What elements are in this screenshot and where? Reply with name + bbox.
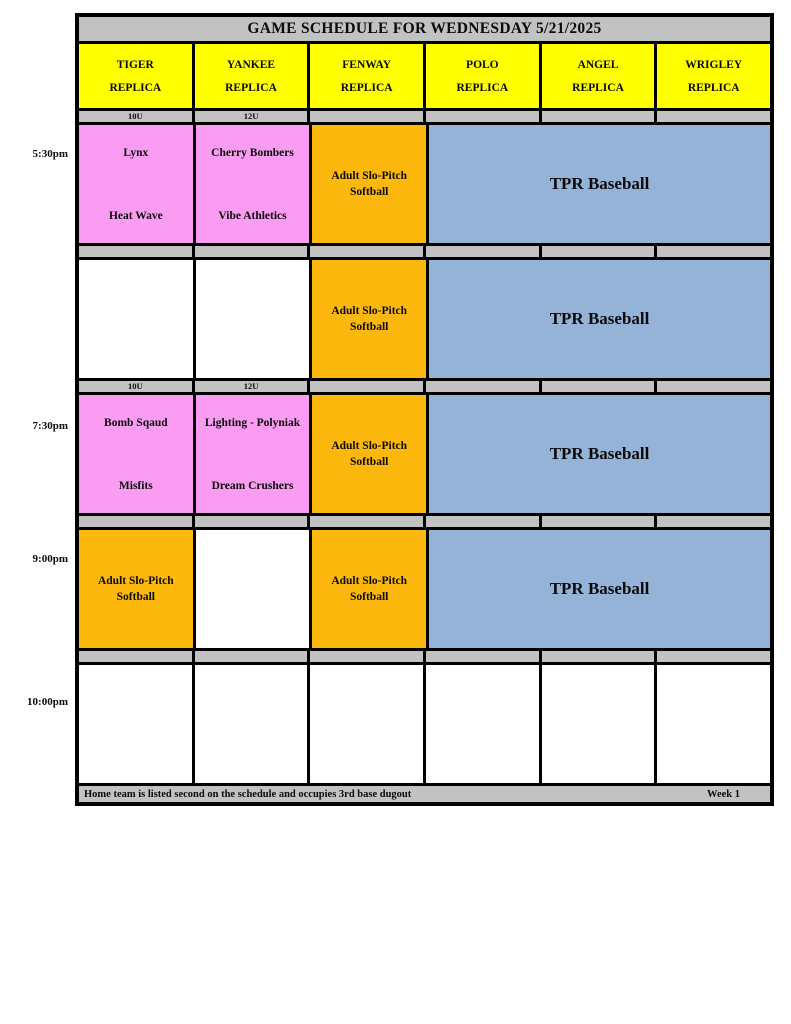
age-group-label [310,651,423,662]
age-group-label [195,516,308,527]
game-cell-polo-angel-wrigley [429,395,770,513]
age-group-strip-1 [79,111,770,122]
age-group-label [542,111,655,122]
home-team: Heat Wave [108,210,163,222]
home-team: Dream Crushers [211,480,294,492]
time-label-530pm: 5:30pm [32,148,68,160]
page-title: GAME SCHEDULE FOR WEDNESDAY 5/21/2025 [79,17,770,41]
age-group-label [79,246,192,257]
age-group-strip-3 [79,381,770,392]
age-group-label [310,381,423,392]
game-row-530pm [79,125,770,243]
game-cell-polo-angel-wrigley [429,125,770,243]
age-group-label [542,651,655,662]
away-team: Lighting - Polyniak [204,417,301,429]
age-group-label [542,246,655,257]
game-cell-tiger [79,395,193,513]
age-group-label [310,246,423,257]
field-name: WRIGLEY [685,58,743,71]
age-group-label [195,651,308,662]
age-group-label [657,381,770,392]
column-header-fenway-replica [310,44,423,108]
game-cell-fenway [312,125,426,243]
field-name: FENWAY [342,58,392,71]
empty-cell-fenway [310,665,423,783]
field-name: YANKEE [226,58,276,71]
age-group-label [426,516,539,527]
empty-cell-yankee [196,260,310,378]
empty-cell-polo [426,665,539,783]
column-header-tiger-replica [79,44,192,108]
event-label: TPR Baseball [549,579,650,598]
age-group-label [657,516,770,527]
schedule-table [75,13,774,806]
time-label-730pm: 7:30pm [32,420,68,432]
empty-cell-tiger [79,260,193,378]
title-row [79,17,770,41]
age-group-label [657,246,770,257]
separator-strip-4 [79,516,770,527]
age-group-label [426,111,539,122]
age-group-label [542,516,655,527]
age-group-label [310,516,423,527]
field-name: TIGER [116,58,154,71]
field-name-line2: REPLICA [687,81,740,94]
game-cell-fenway [312,530,426,648]
game-row-1000pm [79,665,770,783]
age-group-label [310,111,423,122]
age-group-label: 12U [195,381,308,392]
age-group-label: 10U [79,111,192,122]
field-name: POLO [466,58,499,71]
age-group-label [79,516,192,527]
column-header-wrigley-replica [657,44,770,108]
away-team: Bomb Sqaud [104,417,168,429]
home-team: Vibe Athletics [218,210,287,222]
age-group-label [426,246,539,257]
empty-cell-wrigley [657,665,770,783]
empty-cell-yankee [195,665,308,783]
time-label-1000pm: 10:00pm [27,696,68,708]
column-header-polo-replica [426,44,539,108]
game-row-2 [79,260,770,378]
home-team: Misfits [118,480,153,492]
age-group-label [195,246,308,257]
age-group-label: 10U [79,381,192,392]
empty-cell-yankee [196,530,310,648]
week-label: Week 1 [707,788,740,800]
event-label: TPR Baseball [549,444,650,463]
event-label: Adult Slo-Pitch Softball [331,305,408,333]
footer-bar [79,786,770,802]
game-cell-polo-angel-wrigley [429,260,770,378]
age-group-label [426,651,539,662]
event-label: Adult Slo-Pitch Softball [331,170,408,198]
event-label: Adult Slo-Pitch Softball [97,575,174,603]
field-name: ANGEL [577,58,619,71]
event-label: TPR Baseball [549,174,650,193]
age-group-label [426,381,539,392]
field-header-row [79,44,770,108]
game-cell-yankee [196,395,310,513]
time-label-900pm: 9:00pm [32,553,68,565]
game-row-900pm [79,530,770,648]
away-team: Lynx [123,147,149,159]
field-name-line2: REPLICA [109,81,162,94]
age-group-label [79,651,192,662]
event-label: TPR Baseball [549,309,650,328]
game-cell-fenway [312,395,426,513]
separator-strip-5 [79,651,770,662]
field-name-line2: REPLICA [456,81,509,94]
away-team: Cherry Bombers [211,147,294,159]
empty-cell-angel [542,665,655,783]
empty-cell-tiger [79,665,192,783]
game-cell-tiger [79,125,193,243]
game-cell-tiger [79,530,193,648]
event-label: Adult Slo-Pitch Softball [331,575,408,603]
age-group-label [657,651,770,662]
column-header-angel-replica [542,44,655,108]
footer-row [79,786,770,802]
game-row-730pm [79,395,770,513]
home-team-note: Home team is listed second on the schedule and occupies 3rd base dugout [84,788,412,800]
field-name-line2: REPLICA [225,81,277,94]
field-name-line2: REPLICA [340,81,393,94]
age-group-label [657,111,770,122]
separator-strip-2 [79,246,770,257]
age-group-label: 12U [195,111,308,122]
column-header-yankee-replica [195,44,308,108]
age-group-label [542,381,655,392]
game-cell-yankee [196,125,310,243]
event-label: Adult Slo-Pitch Softball [331,440,408,468]
game-cell-fenway [312,260,426,378]
game-cell-polo-angel-wrigley [429,530,770,648]
field-name-line2: REPLICA [572,81,624,94]
